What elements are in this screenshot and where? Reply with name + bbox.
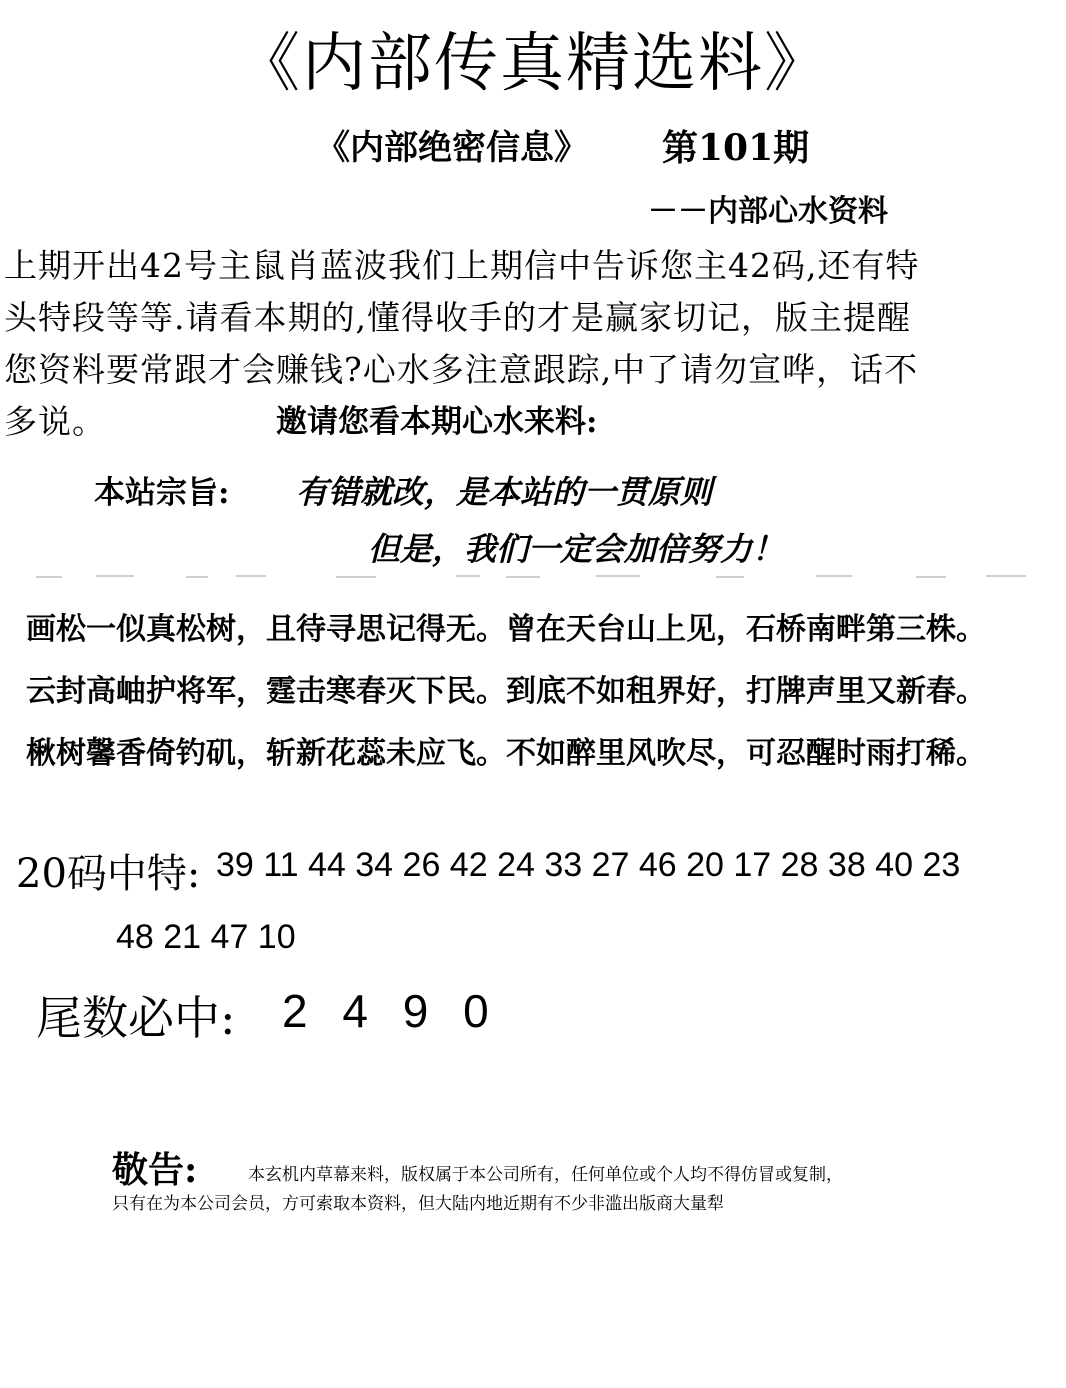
- tail-numbers: 2 4 9 0: [282, 985, 489, 1037]
- motto-line-2: 但是，我们一定会加倍努力！: [368, 530, 785, 568]
- notice-line-1: 本玄机内草幕来料，版权属于本公司所有，任何单位或个人均不得仿冒或复制，: [248, 1165, 843, 1185]
- picks-numbers-line-2: 48 21 47 10: [116, 918, 296, 956]
- intro-line-2: 头特段等等.请看本期的,懂得收手的才是赢家切记，版主提醒: [4, 298, 911, 337]
- issue-number: 第101期: [662, 127, 810, 169]
- tail-label: 尾数必中:: [36, 991, 236, 1045]
- notice-label: 敬告:: [112, 1149, 198, 1191]
- picks-numbers-line-1: 39 11 44 34 26 42 24 33 27 46 20 17 28 38 40 23: [216, 846, 961, 884]
- intro-line-3: 您资料要常跟才会赚钱?心水多注意跟踪,中了请勿宣哗，话不: [4, 350, 919, 389]
- motto-line-1: 有错就改，是本站的一贯原则: [296, 473, 713, 511]
- decorative-divider: [36, 572, 1036, 582]
- source-note: －－内部心水资料: [648, 194, 888, 229]
- poem-line-2: 云封高岫护将军，霆击寒春灭下民。到底不如租界好，打牌声里又新春。: [26, 674, 986, 709]
- picks-label: 20码中特:: [16, 851, 201, 897]
- page-title: 《内部传真精选料》: [236, 27, 830, 101]
- invite-text: 邀请您看本期心水来料:: [276, 404, 598, 440]
- poem-line-3: 楸树馨香倚钓矶，斩新花蕊未应飞。不如醉里风吹尽，可忍醒时雨打稀。: [26, 736, 986, 771]
- intro-line-4: 多说。: [4, 402, 106, 441]
- notice-line-2: 只有在为本公司会员，方可索取本资料，但大陆内地近期有不少非滥出版商大量犁: [112, 1194, 724, 1214]
- motto-label: 本站宗旨:: [94, 475, 230, 511]
- intro-line-1: 上期开出42号主鼠肖蓝波我们上期信中告诉您主42码,还有特: [4, 246, 920, 285]
- poem-line-1: 画松一似真松树，且待寻思记得无。曾在天台山上见，石桥南畔第三株。: [26, 612, 986, 647]
- subtitle: 《内部绝密信息》: [316, 128, 588, 168]
